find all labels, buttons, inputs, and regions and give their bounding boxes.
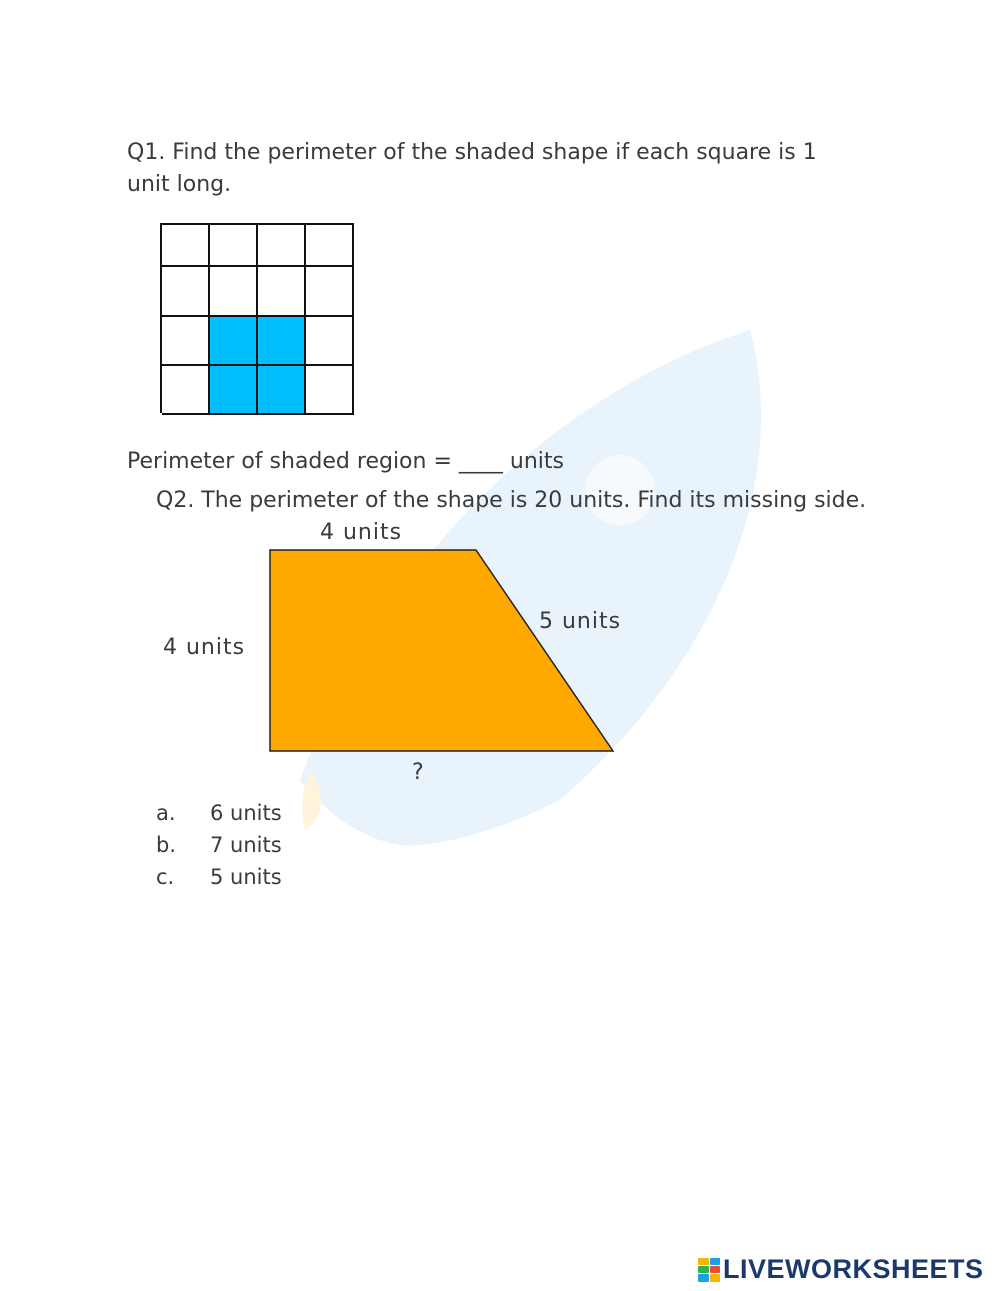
q2-prompt: Q2. The perimeter of the shape is 20 units. Find its missing side. <box>156 488 867 513</box>
liveworksheets-brand <box>698 1254 984 1285</box>
q2-label-top: 4 units <box>320 520 403 545</box>
q1-prompt-line2: unit long. <box>127 172 232 197</box>
option-a-text[interactable]: 6 units <box>210 801 282 825</box>
option-c-letter: c. <box>156 865 175 889</box>
q2-label-slant: 5 units <box>539 609 622 634</box>
q2-trapezoid <box>270 550 613 751</box>
option-c-text[interactable]: 5 units <box>210 865 282 889</box>
option-a-letter: a. <box>156 801 176 825</box>
brand-name: LIVEWORKSHEETS <box>723 1254 984 1284</box>
option-b-text[interactable]: 7 units <box>210 833 282 857</box>
q1-prompt-line1: Q1. Find the perimeter of the shaded shape if each square is 1 <box>127 140 817 165</box>
q1-answer-line: Perimeter of shaded region = ____ units <box>127 449 564 474</box>
liveworksheets-logo-icon <box>698 1258 720 1282</box>
option-b-letter: b. <box>156 833 177 857</box>
q2-label-left: 4 units <box>163 635 246 660</box>
q2-label-bottom: ? <box>412 760 425 785</box>
